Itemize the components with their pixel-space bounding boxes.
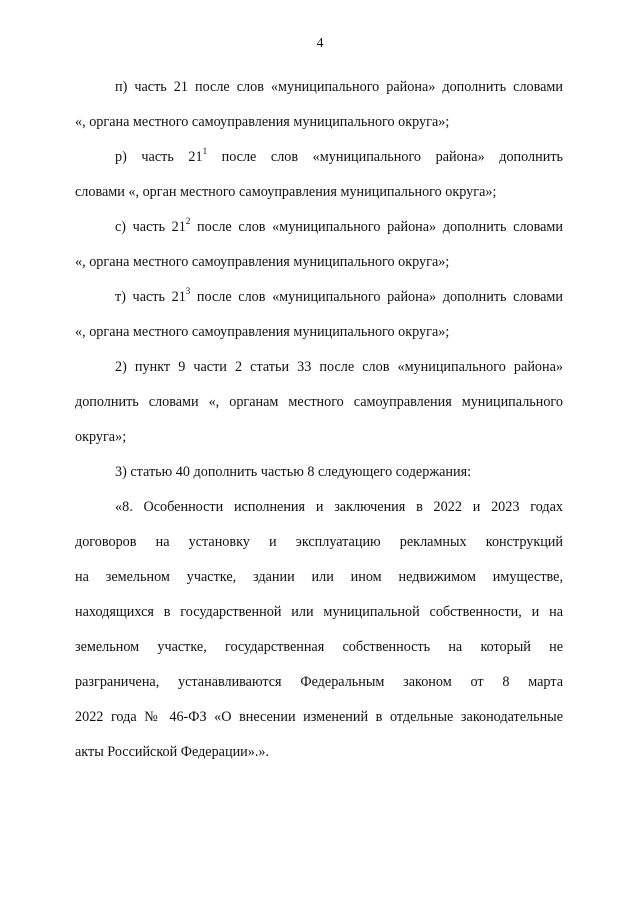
- paragraph-t: [75, 280, 563, 350]
- text-line: [75, 490, 563, 525]
- page-number: 4: [316, 36, 324, 51]
- text-line: [75, 280, 563, 315]
- text-segment: с) часть 21: [115, 219, 186, 235]
- text-segment: акты Российской Федерации».».: [75, 744, 270, 760]
- superscript: 1: [202, 146, 208, 157]
- text-line: [75, 525, 563, 560]
- text-segment: после слов «муниципального района» дополнить словами: [190, 219, 563, 235]
- text-segment: дополнить словами «, органам местного самоуправления муниципального: [75, 394, 563, 410]
- text-segment: «, органа местного самоуправления муниципального округа»;: [75, 114, 450, 130]
- text-segment: п) часть 21 после слов «муниципального района» дополнить словами: [115, 79, 563, 95]
- text-segment: «8. Особенности исполнения и заключения в 2022 и 2023 годах: [115, 499, 563, 515]
- text-line: [75, 315, 563, 350]
- text-line: [75, 175, 563, 210]
- text-segment: т) часть 21: [115, 289, 186, 305]
- text-line: [75, 70, 563, 105]
- text-segment: «, органа местного самоуправления муниципального округа»;: [75, 254, 450, 270]
- text-segment: после слов «муниципального района» дополнить словами: [190, 289, 564, 305]
- text-segment: р) часть 21: [115, 149, 203, 165]
- text-line: [75, 560, 563, 595]
- text-segment: «, органа местного самоуправления муниципального округа»;: [75, 324, 450, 340]
- text-line: [75, 385, 563, 420]
- paragraph-quote8: [75, 490, 563, 770]
- text-segment: 2022 года № 46-ФЗ «О внесении изменений в отдельные законодательные: [75, 709, 563, 725]
- text-line: [75, 140, 563, 175]
- text-line: [75, 210, 563, 245]
- paragraph-item2: [75, 350, 563, 455]
- paragraph-item3: [75, 455, 563, 490]
- text-line: [75, 350, 563, 385]
- text-segment: на земельном участке, здании или ином недвижимом имуществе,: [75, 569, 563, 585]
- superscript: 2: [185, 216, 191, 227]
- text-segment: земельном участке, государственная собственность на который не: [75, 639, 563, 655]
- text-segment: после слов «муниципального района» дополнить: [207, 149, 563, 165]
- text-segment: разграничена, устанавливаются Федеральным законом от 8 марта: [75, 674, 563, 690]
- document-body: [75, 70, 563, 770]
- text-segment: договоров на установку и эксплуатацию рекламных конструкций: [75, 534, 563, 550]
- paragraph-s: [75, 210, 563, 280]
- text-segment: 3) статью 40 дополнить частью 8 следующего содержания:: [115, 464, 472, 480]
- superscript: 3: [185, 286, 191, 297]
- text-line: [75, 595, 563, 630]
- text-line: [75, 735, 563, 770]
- text-line: [75, 665, 563, 700]
- text-line: [75, 455, 563, 490]
- text-line: [75, 245, 563, 280]
- paragraph-p: [75, 70, 563, 140]
- text-line: [75, 420, 563, 455]
- text-segment: округа»;: [75, 429, 127, 445]
- text-segment: словами «, орган местного самоуправления муниципального округа»;: [75, 184, 497, 200]
- text-line: [75, 630, 563, 665]
- text-segment: 2) пункт 9 части 2 статьи 33 после слов «муниципального района»: [115, 359, 563, 375]
- text-segment: находящихся в государственной или муниципальной собственности, и на: [75, 604, 563, 620]
- text-line: [75, 700, 563, 735]
- paragraph-r: [75, 140, 563, 210]
- text-line: [75, 105, 563, 140]
